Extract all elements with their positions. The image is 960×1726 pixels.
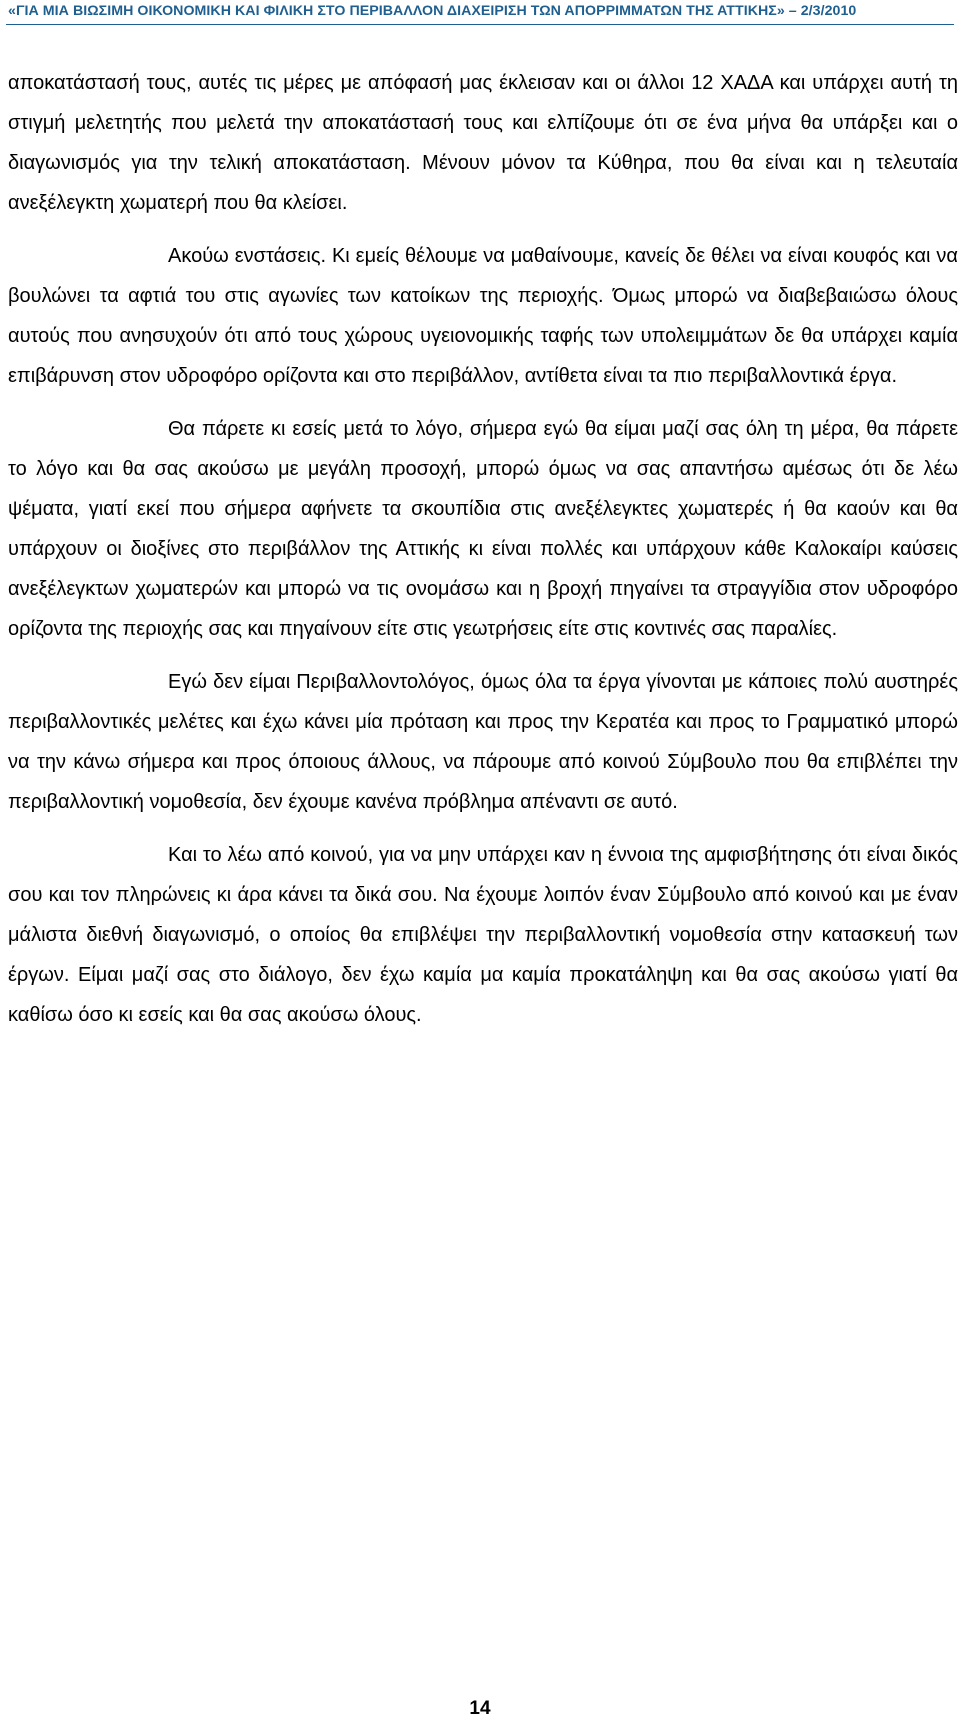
paragraph-1: αποκατάστασή τους, αυτές τις μέρες με απόφασή μας έκλεισαν και οι άλλοι 12 ΧΑΔΑ και υπάρχει αυτή τη στιγμή μελετητής που μελετά την αποκατάστασή τους και ελπίζουμε ότι σε ένα μήνα θα υπάρξει και ο διαγωνισμός για την τελική αποκατάσταση. Μένουν μόνον τα Κύθηρα, που θα είναι και η τελευταία ανεξέλεγκτη χωματερή που θα κλείσει. (8, 72, 958, 214)
document-header (8, 0, 952, 22)
header-title: «ΓΙΑ ΜΙΑ ΒΙΩΣΙΜΗ ΟΙΚΟΝΟΜΙΚΗ ΚΑΙ ΦΙΛΙΚΗ ΣΤΟ ΠΕΡΙΒΑΛΛΟΝ ΔΙΑΧΕΙΡΙΣΗ ΤΩΝ ΑΠΟΡΡΙΜΜΑΤΩΝ ΤΗΣ ΑΤΤΙΚΗΣ» – 2/3/2010 (8, 3, 857, 19)
header-divider (6, 24, 954, 25)
paragraph-2: Ακούω ενστάσεις. Κι εμείς θέλουμε να μαθαίνουμε, κανείς δε θέλει να είναι κουφός και να βουλώνει τα αφτιά του στις αγωνίες των κατοίκων της περιοχής. Όμως μπορώ να διαβεβαιώσω όλους αυτούς που ανησυχούν ότι από τους χώρους υγειονομικής ταφής των υπολειμμάτων δε θα υπάρχει καμία επιβάρυνση στον υδροφόρο ορίζοντα και στο περιβάλλον, αντίθετα είναι τα πιο περιβαλλοντικά έργα. (8, 245, 958, 387)
page-number: 14 (469, 1698, 491, 1719)
document-body (8, 63, 958, 1035)
paragraph-3: Θα πάρετε κι εσείς μετά το λόγο, σήμερα εγώ θα είμαι μαζί σας όλη τη μέρα, θα πάρετε το λόγο και θα σας ακούσω με μεγάλη προσοχή, μπορώ όμως να σας απαντήσω αμέσως ότι δε λέω ψέματα, γιατί εκεί που σήμερα αφήνετε τα σκουπίδια στις ανεξέλεγκτες χωματερές ή θα καούν και θα υπάρχουν οι διοξίνες στο περιβάλλον της Αττικής κι είναι πολλές και υπάρχουν κάθε Καλοκαίρι καύσεις ανεξέλεγκτων χωματερών και μπορώ να τις ονομάσω και η βροχή πηγαίνει τα στραγγίδια στον υδροφόρο ορίζοντα της περιοχής σας και πηγαίνουν είτε στις γεωτρήσεις είτε στις κοντινές σας παραλίες. (8, 418, 958, 640)
paragraph-4: Εγώ δεν είμαι Περιβαλλοντολόγος, όμως όλα τα έργα γίνονται με κάποιες πολύ αυστηρές περιβαλλοντικές μελέτες και έχω κάνει μία πρόταση και προς την Κερατέα και προς το Γραμματικό μπορώ να την κάνω σήμερα και προς όποιους άλλους, να πάρουμε από κοινού Σύμβουλο που θα επιβλέπει την περιβαλλοντική νομοθεσία, δεν έχουμε κανένα πρόβλημα απέναντι σε αυτό. (8, 671, 958, 813)
paragraph-5: Και το λέω από κοινού, για να μην υπάρχει καν η έννοια της αμφισβήτησης ότι είναι δικός σου και τον πληρώνεις κι άρα κάνει τα δικά σου. Να έχουμε λοιπόν έναν Σύμβουλο από κοινού και με έναν μάλιστα διεθνή διαγωνισμό, ο οποίος θα επιβλέψει την περιβαλλοντική νομοθεσία στην κατασκευή των έργων. Είμαι μαζί σας στο διάλογο, δεν έχω καμία μα καμία προκατάληψη και θα σας ακούσω γιατί θα καθίσω όσο κι εσείς και θα σας ακούσω όλους. (8, 844, 958, 1026)
